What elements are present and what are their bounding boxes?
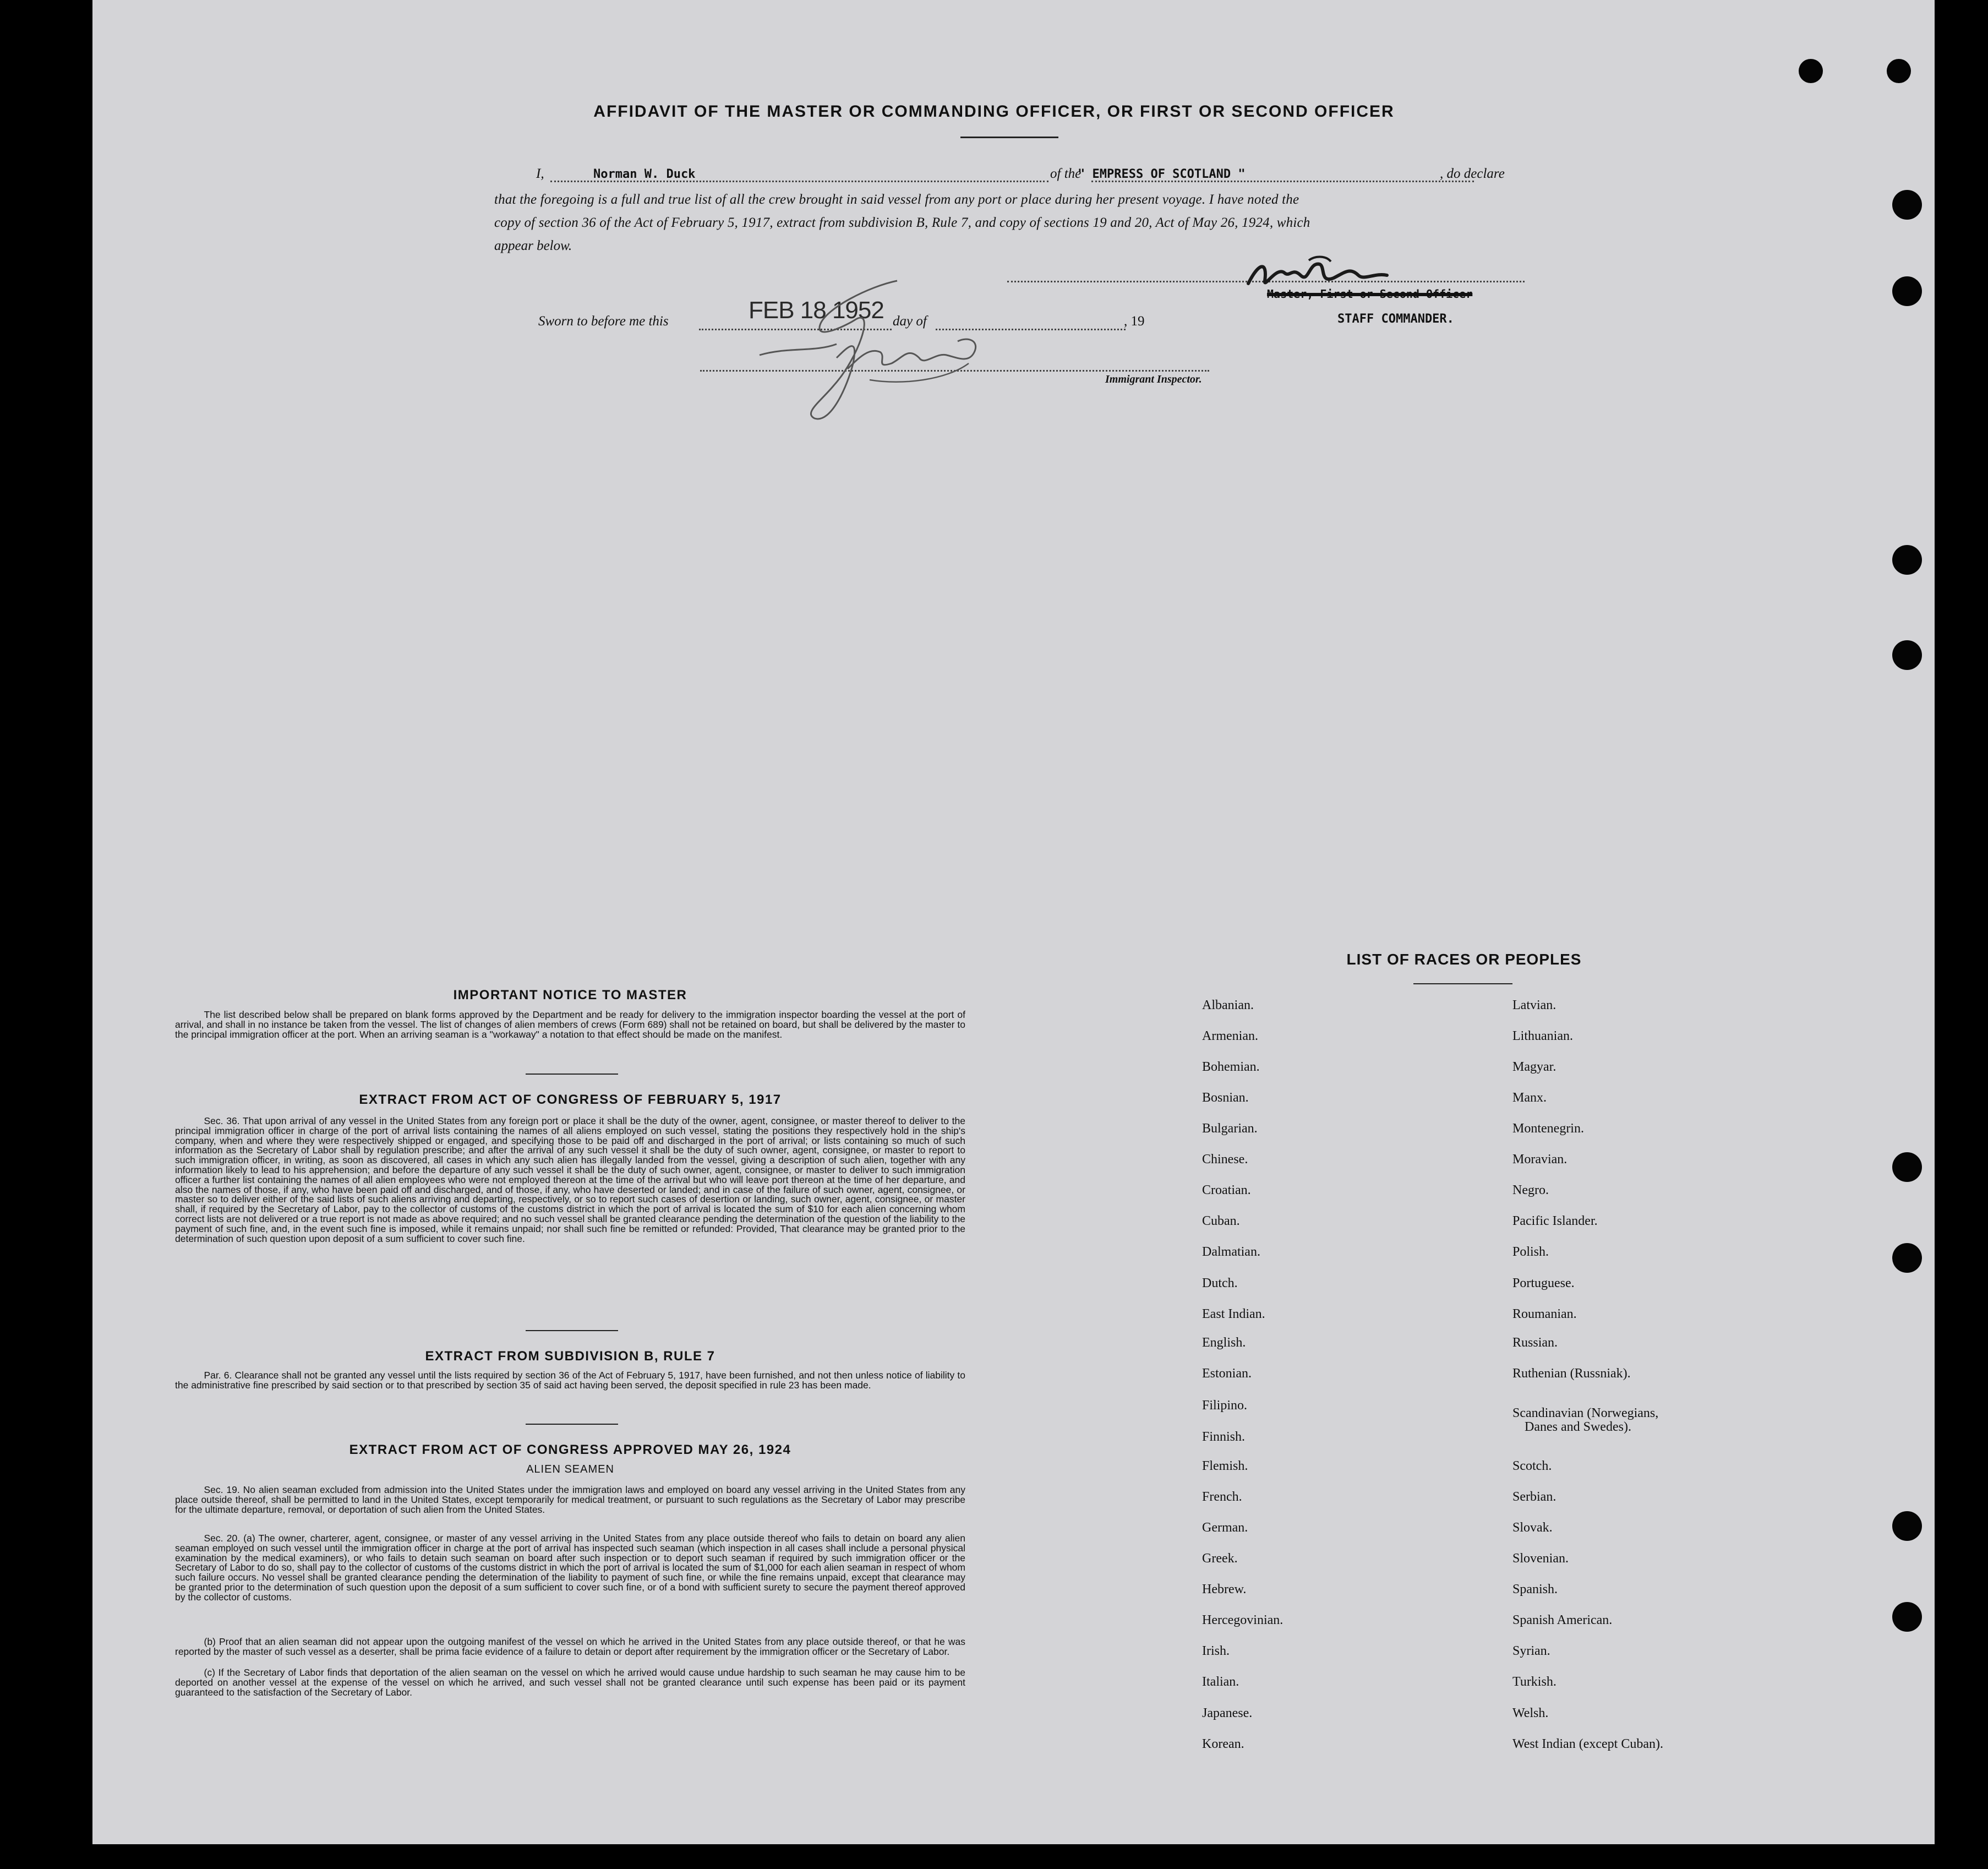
master-name: Norman W. Duck	[593, 167, 696, 181]
race-item: Bosnian.	[1202, 1091, 1249, 1105]
race-item: Welsh.	[1512, 1706, 1549, 1720]
race-item: Montenegrin.	[1512, 1121, 1584, 1136]
officer-title: STAFF COMMANDER.	[1337, 312, 1454, 326]
race-item: Flemish.	[1202, 1459, 1248, 1473]
race-item: Moravian.	[1512, 1152, 1568, 1167]
race-item: Slovak.	[1512, 1521, 1553, 1535]
race-item: Latvian.	[1512, 998, 1556, 1012]
race-item: Slovenian.	[1512, 1551, 1569, 1566]
race-item: Japanese.	[1202, 1706, 1253, 1720]
sworn-label: Sworn to before me this	[538, 314, 669, 329]
declaration-line-4: appear below.	[494, 238, 572, 253]
sec20c-body: (c) If the Secretary of Labor finds that deportation of the alien seaman on the vessel on which he arrived would cause undue hardship to such seaman he may cause him to be deported on another vessel at the expense of the vessel on which he arrived, and such vessel shall not be granted clearance until such expense has been paid or its payment guaranteed to the satisfaction of the Secretary of Labor.	[175, 1667, 965, 1698]
sec20a-body: Sec. 20. (a) The owner, charterer, agent, consignee, or master of any vessel arriving in the United States from any place outside thereof who fails to detain on board any alien seaman employed on such vessel until the immigration officer in charge at the port of arrival has inspected such seaman (which inspection in all cases shall include a personal physical examination by the medical examiners), or who fails to detain such seaman on board after such inspection or to deport such seaman if required by such immigration officer or the Secretary of Labor to do so, shall pay to the collector of customs of the customs district in which the port of arrival is located the sum of $1,000 for each alien seaman in respect of whom such failure occurs. No vessel shall be granted clearance pending the determination of the liability to payment of such fine, or while the fine remains unpaid, except that clearance may be granted prior to the determination of such question upon the deposit of a sum sufficient to cover such fine, or of a bond with sufficient surety to secure the payment thereof approved by the collector of customs.	[175, 1533, 965, 1603]
race-item: Roumanian.	[1512, 1307, 1577, 1321]
race-item: Syrian.	[1512, 1644, 1550, 1658]
race-item: Spanish American.	[1512, 1613, 1613, 1627]
race-item: Portuguese.	[1512, 1276, 1575, 1290]
race-item: Hebrew.	[1202, 1582, 1247, 1596]
race-item: Negro.	[1512, 1183, 1549, 1197]
race-item: Bohemian.	[1202, 1060, 1260, 1074]
sec19-body: Sec. 19. No alien seaman excluded from admission into the United States under the immigration laws and employed on board any vessel arriving in the United States from any place outside thereof, shall be permitted to land in the United States, except temporarily for medical treatment, or pursuant to such regulations as the Secretary of Labor may prescribe for the ultimate departure, removal, or deportation of such alien from the United States.	[175, 1484, 965, 1515]
do-declare-label: , do declare	[1440, 166, 1505, 181]
race-item: Greek.	[1202, 1551, 1238, 1566]
race-item: Spanish.	[1512, 1582, 1558, 1596]
race-item: Scotch.	[1512, 1459, 1552, 1473]
struck-officer-title	[1267, 287, 1472, 301]
inspector-label: Immigrant Inspector.	[1105, 373, 1202, 385]
punch-hole	[1892, 190, 1922, 220]
inspector-signature	[738, 275, 991, 435]
punch-hole	[1892, 276, 1922, 306]
declaration-line-2: that the foregoing is a full and true list of all the crew brought in said vessel from any port or place during her present voyage. I have noted the	[494, 192, 1299, 207]
punch-hole	[1799, 59, 1823, 83]
punch-hole	[1892, 1511, 1922, 1541]
race-item: Chinese.	[1202, 1152, 1248, 1167]
race-item: Bulgarian.	[1202, 1121, 1258, 1136]
vessel-name: " EMPRESS OF SCOTLAND "	[1078, 167, 1246, 181]
race-item: Irish.	[1202, 1644, 1230, 1658]
race-item: Albanian.	[1202, 998, 1254, 1012]
extract-1917-body: Sec. 36. That upon arrival of any vessel in the United States from any foreign port or place it shall be the duty of the owner, agent, consignee, or master thereof to deliver to the principal immigration officer in charge of the port of arrival lists containing the names of all aliens employed on such vessel, stating the positions they respectively hold in the ship's company, when and where they were respectively shipped or engaged, and specifying those to be paid off and discharged in the port of arrival; or lists containing so much of such information as the Secretary of Labor shall by regulation prescribe; and after the arrival of any such vessel it shall be the duty of such owner, agent, consignee, or master to report to such immigration officer, in writing, as soon as discovered, all cases in which any such alien has illegally landed from the vessel, giving a description of such alien, together with any information likely to lead to his apprehension; and before the departure of any such vessel it shall be the duty of such owner, agent, consignee, or master to deliver to such immigration officer a further list containing the names of all alien employees who were not employed thereon at the time of the arrival but who will leave port thereon at the time of her departure, and also the names of those, if any, who have been paid off and discharged, and of those, if any, who have deserted or landed; and in case of the failure of such owner, agent, consignee, or master so to deliver either of the said lists of such aliens arriving and departing, respectively, or so to report such cases of desertion or landing, such owner, agent, consignee, or master shall, if required by the Secretary of Labor, pay to the collector of customs of the customs district in which the port of arrival is located the sum of $10 for each alien concerning whom correct lists are not delivered or a true report is not made as above required; and no such vessel shall be granted clearance pending the determination of the question of the liability to the payment of such fine, and, in the event such fine is imposed, while it remains unpaid; nor shall such fine be remitted or refunded: Provided, That clearance may be granted prior to the determination of such question upon deposit of a sum sufficient to cover such fine.	[175, 1115, 965, 1244]
notice-body: The list described below shall be prepared on blank forms approved by the Department and be ready for delivery to the immigration inspector boarding the vessel at the port of arrival, and shall in no instance be taken from the vessel. The list of changes of alien members of crews (Form 689) shall not be retained on board, but shall be delivered by the master to the principal immigration officer at the port. When an arriving seaman is a "workaway" a notation to that effect should be made on the manifest.	[175, 1009, 965, 1040]
date-stamp: FEB 18 1952	[749, 297, 884, 324]
race-item: East Indian.	[1202, 1307, 1265, 1321]
race-item: Serbian.	[1512, 1490, 1556, 1504]
race-item: Finnish.	[1202, 1430, 1246, 1444]
race-item: Filipino.	[1202, 1398, 1248, 1413]
race-item: French.	[1202, 1490, 1242, 1504]
day-of-label: day of	[893, 314, 927, 329]
race-item: Hercegovinian.	[1202, 1613, 1284, 1627]
affidavit-title: AFFIDAVIT OF THE MASTER OR COMMANDING OFFICER, OR FIRST OR SECOND OFFICER	[593, 102, 1395, 121]
race-item: Manx.	[1512, 1091, 1547, 1105]
race-item: Armenian.	[1202, 1029, 1258, 1043]
struck-officer-title-text: Master, First or Second Officer	[1267, 287, 1473, 301]
race-item: Italian.	[1202, 1675, 1239, 1689]
race-item: Magyar.	[1512, 1060, 1556, 1074]
punch-hole	[1892, 545, 1922, 575]
declaration-line-3: copy of section 36 of the Act of February 5, 1917, extract from subdivision B, Rule 7, and copy of sections 19 and 20, Act of May 26, 1924, which	[494, 215, 1310, 230]
race-item: Pacific Islander.	[1512, 1214, 1598, 1228]
extract-rule7-divider	[526, 1424, 618, 1425]
punch-hole	[1892, 1243, 1922, 1273]
declaration-line-1	[494, 164, 1528, 186]
year-label: , 19	[1124, 314, 1145, 329]
notice-divider	[526, 1074, 618, 1075]
of-the-label: of the	[1050, 166, 1082, 181]
races-divider	[1413, 983, 1512, 984]
race-item: West Indian (except Cuban).	[1512, 1737, 1663, 1751]
punch-hole	[1887, 59, 1911, 83]
races-title: LIST OF RACES OR PEOPLES	[1346, 951, 1582, 968]
race-item: Danes and Swedes).	[1525, 1420, 1631, 1434]
sec20b-body: (b) Proof that an alien seaman did not appear upon the outgoing manifest of the vessel on which he arrived in the United States from any place outside thereof, or that he was reported by the master of such vessel as a deserter, shall be prima facie evidence of a failure to detain or deport after requirement by the immigration officer or the Secretary of Labor.	[175, 1636, 965, 1657]
race-item: Dutch.	[1202, 1276, 1238, 1290]
extract-rule7-body: Par. 6. Clearance shall not be granted any vessel until the lists required by section 36 of the Act of February 5, 1917, have been furnished, and not then unless notice of liability to the administrative fine prescribed by said section or to that prescribed by section 35 of said act having been served, the deposit specified in rule 23 has been made.	[175, 1370, 965, 1391]
extract-1917-title: EXTRACT FROM ACT OF CONGRESS OF FEBRUARY 5, 1917	[359, 1092, 782, 1107]
extract-1924-title: EXTRACT FROM ACT OF CONGRESS APPROVED MAY 26, 1924	[349, 1442, 791, 1457]
race-item: English.	[1202, 1336, 1246, 1350]
race-item: Turkish.	[1512, 1675, 1556, 1689]
punch-hole	[1892, 1152, 1922, 1182]
race-item: Lithuanian.	[1512, 1029, 1573, 1043]
race-item: Croatian.	[1202, 1183, 1251, 1197]
race-item: Russian.	[1512, 1336, 1558, 1350]
i-label: I,	[536, 166, 544, 181]
race-item: Estonian.	[1202, 1366, 1252, 1381]
race-item: Scandinavian (Norwegians,	[1512, 1406, 1659, 1420]
race-item: Polish.	[1512, 1245, 1549, 1259]
race-item: Ruthenian (Russniak).	[1512, 1366, 1631, 1381]
notice-title: IMPORTANT NOTICE TO MASTER	[453, 988, 687, 1002]
race-item: Korean.	[1202, 1737, 1244, 1751]
alien-seamen-subtitle: ALIEN SEAMEN	[526, 1463, 614, 1475]
race-item: German.	[1202, 1521, 1248, 1535]
extract-1917-divider	[526, 1330, 618, 1331]
race-item: Dalmatian.	[1202, 1245, 1260, 1259]
title-divider	[960, 137, 1058, 138]
punch-hole	[1892, 640, 1922, 670]
race-item: Cuban.	[1202, 1214, 1240, 1228]
punch-hole	[1892, 1602, 1922, 1632]
extract-rule7-title: EXTRACT FROM SUBDIVISION B, RULE 7	[425, 1349, 716, 1364]
